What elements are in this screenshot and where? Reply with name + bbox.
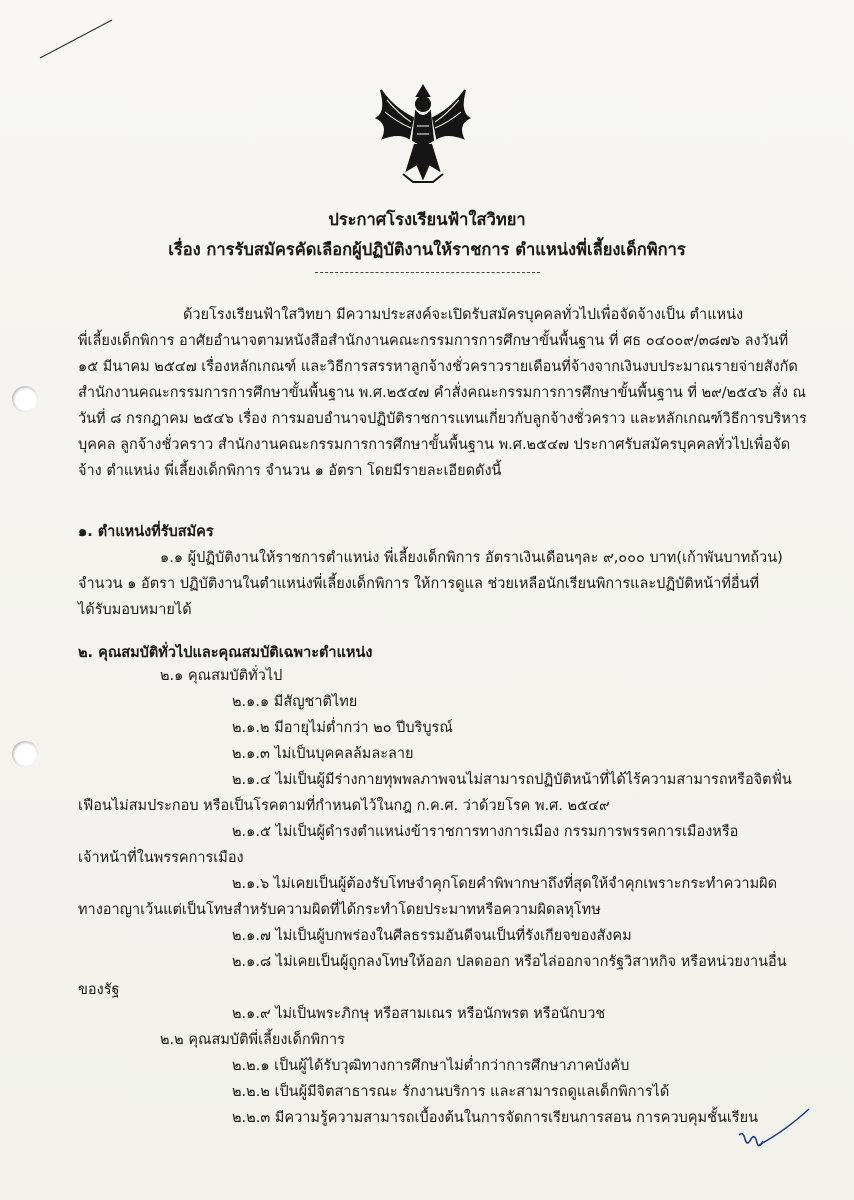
qualification-item: ๒.๒.๒ เป็นผู้มีจิตสาธารณะ รักงานบริการ และสามารถดูแลเด็กพิการได้ xyxy=(232,1084,670,1100)
announcement-subject: เรื่อง การรับสมัครคัดเลือกผู้ปฏิบัติงานให้ราชการ ตำแหน่งพี่เลี้ยงเด็กพิการ xyxy=(168,240,686,259)
subsection-caregiver: ๒.๒ คุณสมบัติพี่เลี้ยงเด็กพิการ xyxy=(160,1032,345,1048)
intro-line: จ้าง ตำแหน่ง พี่เลี้ยงเด็กพิการ จำนวน ๑ อัตรา โดยมีรายละเอียดดังนี้ xyxy=(78,463,502,479)
section1-line: ๑.๑ ผู้ปฏิบัติงานให้ราชการตำแหน่ง พี่เลี้ยงเด็กพิการ อัตราเงินเดือนๆละ ๙,๐๐๐ บาท(เก้าพันบาทถ้วน) xyxy=(160,550,783,566)
section1-line: จำนวน ๑ อัตรา ปฏิบัติงานในตำแหน่งพี่เลี้ยงเด็กพิการ ให้การดูแล ช่วยเหลือนักเรียนพิการและปฏิบัติหน้าที่อื่นที่ xyxy=(78,576,760,592)
qualification-item: ๒.๒.๓ มีความรู้ความสามารถเบื้องต้นในการจัดการเรียนการสอน การควบคุมชั้นเรียน xyxy=(232,1110,759,1126)
qualification-item-cont: เฟือนไม่สมประกอบ หรือเป็นโรคตามที่กำหนดไว้ในกฎ ก.ค.ศ. ว่าด้วยโรค พ.ศ. ๒๕๔๙ xyxy=(78,798,610,814)
qualification-item-cont: เจ้าหน้าที่ในพรรคการเมือง xyxy=(78,850,244,866)
qualification-item: ๒.๑.๗ ไม่เป็นผู้บกพร่องในศีลธรรมอันดีจนเป็นที่รังเกียจของสังคม xyxy=(232,928,632,944)
qualification-item: ๒.๑.๘ ไม่เคยเป็นผู้ถูกลงโทษให้ออก ปลดออก หรือไล่ออกจากรัฐวิสาหกิจ หรือหน่วยงานอื่น xyxy=(232,954,787,970)
section-heading-qualifications: ๒. คุณสมบัติทั่วไปและคุณสมบัติเฉพาะตำแหน่ง xyxy=(78,645,373,661)
intro-line: ๑๕ มีนาคม ๒๕๔๗ เรื่องหลักเกณฑ์ และวิธีการสรรหาลูกจ้างชั่วคราวรายเดือนที่จ้างจากเงินงบประมาณรายจ่ายสังกัด xyxy=(78,359,798,375)
intro-line: สำนักงานคณะกรรมการการศึกษาขั้นพื้นฐาน พ.ศ.๒๕๔๗ คำสั่งคณะกรรมการการศึกษาขั้นพื้นฐาน ที่ ๒๙/๒๕๔๖ สั่ง ณ xyxy=(78,385,806,401)
section1-line: ได้รับมอบหมายได้ xyxy=(78,602,192,618)
subsection-general: ๒.๑ คุณสมบัติทั่วไป xyxy=(160,668,283,684)
qualification-item-cont: ของรัฐ xyxy=(78,982,120,998)
garuda-emblem-icon xyxy=(373,78,473,188)
qualification-item: ๒.๑.๑ มีสัญชาติไทย xyxy=(232,694,358,710)
qualification-item: ๒.๑.๓ ไม่เป็นบุคคลล้มละลาย xyxy=(232,746,414,762)
qualification-item: ๒.๒.๑ เป็นผู้ได้รับวุฒิทางการศึกษาไม่ต่ำกว่าการศึกษาภาคบังคับ xyxy=(232,1058,630,1074)
initial-signature xyxy=(735,1105,815,1155)
qualification-item: ๒.๑.๕ ไม่เป็นผู้ดำรงตำแหน่งข้าราชการทางการเมือง กรรมการพรรคการเมืองหรือ xyxy=(232,824,739,840)
qualification-item: ๒.๑.๔ ไม่เป็นผู้มีร่างกายทุพพลภาพจนไม่สามารถปฏิบัติหน้าที่ได้ไร้ความสามารถหรือจิตฟั่น xyxy=(232,772,792,788)
punch-hole-bottom xyxy=(12,741,38,767)
intro-line: วันที่ ๘ กรกฎาคม ๒๕๔๖ เรื่อง การมอบอำนาจปฏิบัติราชการแทนเกี่ยวกับลูกจ้างชั่วคราว และหลักเกณฑ์วิธีการบริหาร xyxy=(78,411,807,427)
intro-line: บุคคล ลูกจ้างชั่วคราว สำนักงานคณะกรรมการการศึกษาขั้นพื้นฐาน พ.ศ.๒๕๔๗ ประกาศรับสมัครบุคคลทั่วไปเพื่อจัด xyxy=(78,437,791,453)
intro-line: พี่เลี้ยงเด็กพิการ อาศัยอำนาจตามหนังสือสำนักงานคณะกรรมการการศึกษาขั้นพื้นฐาน ที่ ศธ ๐๔๐๐๙/๓๘๗๖ ลงวันที่ xyxy=(78,333,789,349)
announcement-title: ประกาศโรงเรียนฟ้าใสวิทยา xyxy=(328,210,526,229)
qualification-item: ๒.๑.๙ ไม่เป็นพระภิกษุ หรือสามเณร หรือนักพรต หรือนักบวช xyxy=(232,1006,606,1022)
pen-mark xyxy=(36,14,116,64)
punch-hole-top xyxy=(12,386,38,412)
intro-line: ด้วยโรงเรียนฟ้าใสวิทยา มีความประสงค์จะเปิดรับสมัครบุคคลทั่วไปเพื่อจัดจ้างเป็น ตำแหน่ง xyxy=(183,307,744,323)
qualification-item: ๒.๑.๖ ไม่เคยเป็นผู้ต้องรับโทษจำคุกโดยคำพิพากษาถึงที่สุดให้จำคุกเพราะกระทำความผิด xyxy=(232,876,778,892)
qualification-item-cont: ทางอาญาเว้นแต่เป็นโทษสำหรับความผิดที่ได้กระทำโดยประมาทหรือความผิดลหุโทษ xyxy=(78,902,601,918)
qualification-item: ๒.๑.๒ มีอายุไม่ต่ำกว่า ๒๐ ปีบริบูรณ์ xyxy=(232,720,453,736)
title-divider xyxy=(315,272,540,273)
section-heading-positions: ๑. ตำแหน่งที่รับสมัคร xyxy=(78,524,214,540)
